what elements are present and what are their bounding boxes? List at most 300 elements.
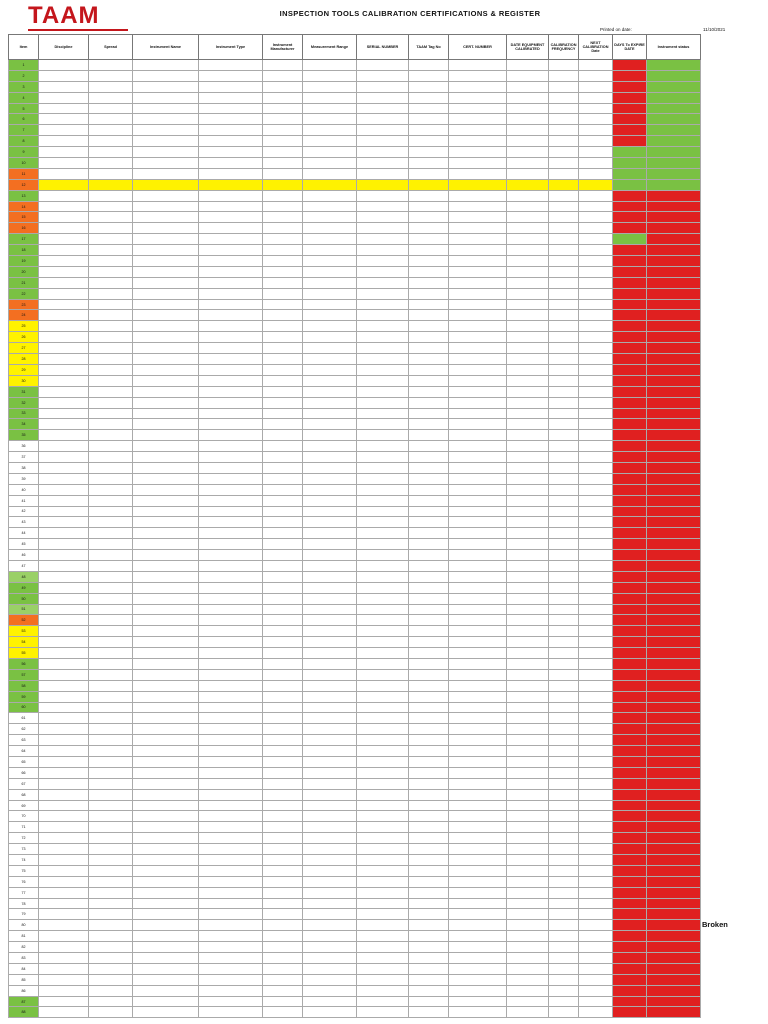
col-header[interactable]: DATE EQUIPMENT CALIBRATED <box>507 35 549 60</box>
table-row[interactable] <box>9 288 701 299</box>
cell-serial[interactable] <box>357 626 409 637</box>
cell-freq <box>549 158 579 169</box>
cell-serial[interactable] <box>357 865 409 876</box>
table-row[interactable] <box>9 876 701 887</box>
table-row[interactable] <box>9 277 701 288</box>
cell-serial[interactable] <box>357 245 409 256</box>
cell-days <box>613 223 647 234</box>
col-header[interactable]: Discipline <box>39 35 89 60</box>
cell-serial[interactable] <box>357 920 409 931</box>
table-row[interactable] <box>9 375 701 386</box>
table-row[interactable] <box>9 800 701 811</box>
cell-serial[interactable] <box>357 70 409 81</box>
cell-date-cal <box>507 844 549 855</box>
table-row[interactable] <box>9 441 701 452</box>
cell-freq <box>549 724 579 735</box>
cell-serial[interactable] <box>357 528 409 539</box>
table-row[interactable] <box>9 397 701 408</box>
table-row[interactable] <box>9 669 701 680</box>
cell-item: 49 <box>9 582 39 593</box>
cell-status <box>647 168 701 179</box>
cell-serial[interactable] <box>357 506 409 517</box>
cell-serial[interactable] <box>357 125 409 136</box>
table-row[interactable] <box>9 865 701 876</box>
table-row[interactable] <box>9 615 701 626</box>
table-row[interactable] <box>9 767 701 778</box>
cell-next-date <box>579 550 613 561</box>
cell-type <box>199 201 263 212</box>
table-row[interactable] <box>9 234 701 245</box>
table-row[interactable] <box>9 310 701 321</box>
cell-serial[interactable] <box>357 942 409 953</box>
cell-tag <box>409 713 449 724</box>
cell-serial[interactable] <box>357 550 409 561</box>
table-row[interactable] <box>9 985 701 996</box>
cell-serial[interactable] <box>357 364 409 375</box>
cell-range <box>303 168 357 179</box>
cell-serial[interactable] <box>357 495 409 506</box>
table-row[interactable] <box>9 125 701 136</box>
cell-date-cal <box>507 637 549 648</box>
cell-date-cal <box>507 855 549 866</box>
table-row[interactable] <box>9 680 701 691</box>
cell-serial[interactable] <box>357 114 409 125</box>
cell-serial[interactable] <box>357 931 409 942</box>
cell-manufacturer <box>263 223 303 234</box>
cell-serial[interactable] <box>357 713 409 724</box>
table-row[interactable] <box>9 223 701 234</box>
table-row[interactable] <box>9 430 701 441</box>
table-row[interactable] <box>9 582 701 593</box>
cell-serial[interactable] <box>357 658 409 669</box>
table-row[interactable] <box>9 168 701 179</box>
cell-serial[interactable] <box>357 680 409 691</box>
cell-date-cal <box>507 593 549 604</box>
cell-date-cal <box>507 408 549 419</box>
cell-serial[interactable] <box>357 746 409 757</box>
cell-serial[interactable] <box>357 92 409 103</box>
cell-serial[interactable] <box>357 419 409 430</box>
table-row[interactable] <box>9 386 701 397</box>
table-row[interactable] <box>9 778 701 789</box>
cell-manufacturer <box>263 789 303 800</box>
table-row[interactable] <box>9 462 701 473</box>
cell-type <box>199 985 263 996</box>
cell-serial[interactable] <box>357 811 409 822</box>
table-row[interactable] <box>9 724 701 735</box>
cell-next-date <box>579 626 613 637</box>
cell-serial[interactable] <box>357 277 409 288</box>
cell-days <box>613 963 647 974</box>
cell-serial[interactable] <box>357 648 409 659</box>
cell-serial[interactable] <box>357 452 409 463</box>
cell-spread <box>89 495 133 506</box>
cell-serial[interactable] <box>357 190 409 201</box>
cell-tag <box>409 648 449 659</box>
cell-freq <box>549 1007 579 1018</box>
table-row[interactable] <box>9 974 701 985</box>
table-row[interactable] <box>9 658 701 669</box>
cell-serial[interactable] <box>357 517 409 528</box>
cell-item: 23 <box>9 299 39 310</box>
cell-serial[interactable] <box>357 201 409 212</box>
cell-serial[interactable] <box>357 800 409 811</box>
cell-manufacturer <box>263 767 303 778</box>
cell-manufacturer <box>263 974 303 985</box>
table-row[interactable] <box>9 539 701 550</box>
cell-serial[interactable] <box>357 963 409 974</box>
cell-tag <box>409 757 449 768</box>
table-row[interactable] <box>9 963 701 974</box>
cell-serial[interactable] <box>357 1007 409 1018</box>
cell-discipline <box>39 593 89 604</box>
cell-tag <box>409 441 449 452</box>
table-row[interactable] <box>9 332 701 343</box>
cell-serial[interactable] <box>357 702 409 713</box>
table-row[interactable] <box>9 1007 701 1018</box>
cell-manufacturer <box>263 114 303 125</box>
cell-serial[interactable] <box>357 996 409 1007</box>
cell-tag <box>409 539 449 550</box>
cell-date-cal <box>507 60 549 71</box>
cell-type <box>199 550 263 561</box>
cell-status <box>647 604 701 615</box>
cell-item: 69 <box>9 800 39 811</box>
table-row[interactable] <box>9 354 701 365</box>
cell-tag <box>409 691 449 702</box>
cell-freq <box>549 811 579 822</box>
cell-name <box>133 680 199 691</box>
cell-range <box>303 648 357 659</box>
table-row[interactable] <box>9 452 701 463</box>
cell-days <box>613 441 647 452</box>
table-row[interactable] <box>9 571 701 582</box>
cell-serial[interactable] <box>357 158 409 169</box>
cell-discipline <box>39 778 89 789</box>
cell-item: 56 <box>9 658 39 669</box>
cell-serial[interactable] <box>357 539 409 550</box>
cell-serial[interactable] <box>357 735 409 746</box>
table-row[interactable] <box>9 593 701 604</box>
col-header[interactable]: DAYS To EXPIRE DATE <box>613 35 647 60</box>
cell-item: 25 <box>9 321 39 332</box>
table-row[interactable] <box>9 637 701 648</box>
cell-serial[interactable] <box>357 669 409 680</box>
cell-serial[interactable] <box>357 408 409 419</box>
cell-spread <box>89 974 133 985</box>
cell-cert <box>449 702 507 713</box>
table-row[interactable] <box>9 822 701 833</box>
table-row[interactable] <box>9 190 701 201</box>
cell-serial[interactable] <box>357 637 409 648</box>
cell-serial[interactable] <box>357 974 409 985</box>
table-row[interactable] <box>9 495 701 506</box>
table-row[interactable] <box>9 201 701 212</box>
cell-serial[interactable] <box>357 354 409 365</box>
cell-spread <box>89 746 133 757</box>
table-row[interactable] <box>9 299 701 310</box>
cell-tag <box>409 658 449 669</box>
table-row[interactable] <box>9 81 701 92</box>
cell-serial[interactable] <box>357 757 409 768</box>
cell-next-date <box>579 277 613 288</box>
col-header[interactable]: Spread <box>89 35 133 60</box>
cell-serial[interactable] <box>357 332 409 343</box>
table-row[interactable] <box>9 833 701 844</box>
cell-cert <box>449 343 507 354</box>
table-row[interactable] <box>9 158 701 169</box>
cell-serial[interactable] <box>357 833 409 844</box>
cell-serial[interactable] <box>357 909 409 920</box>
col-header[interactable]: NEXT CALIBRATION Date <box>579 35 613 60</box>
cell-manufacturer <box>263 495 303 506</box>
table-row[interactable] <box>9 996 701 1007</box>
cell-discipline <box>39 136 89 147</box>
cell-serial[interactable] <box>357 604 409 615</box>
cell-serial[interactable] <box>357 789 409 800</box>
table-row[interactable] <box>9 343 701 354</box>
cell-serial[interactable] <box>357 321 409 332</box>
cell-serial[interactable] <box>357 691 409 702</box>
cell-freq <box>549 582 579 593</box>
table-row[interactable] <box>9 256 701 267</box>
table-row[interactable] <box>9 266 701 277</box>
cell-range <box>303 767 357 778</box>
cell-days <box>613 419 647 430</box>
table-row[interactable] <box>9 92 701 103</box>
cell-date-cal <box>507 190 549 201</box>
cell-serial[interactable] <box>357 898 409 909</box>
cell-status <box>647 484 701 495</box>
table-row[interactable] <box>9 898 701 909</box>
table-row[interactable] <box>9 473 701 484</box>
cell-manufacturer <box>263 909 303 920</box>
cell-serial[interactable] <box>357 60 409 71</box>
cell-manufacturer <box>263 757 303 768</box>
table-row[interactable] <box>9 321 701 332</box>
cell-discipline <box>39 201 89 212</box>
cell-name <box>133 887 199 898</box>
table-row[interactable] <box>9 713 701 724</box>
cell-serial[interactable] <box>357 168 409 179</box>
cell-days <box>613 560 647 571</box>
cell-type <box>199 484 263 495</box>
cell-freq <box>549 593 579 604</box>
table-row[interactable] <box>9 114 701 125</box>
cell-next-date <box>579 484 613 495</box>
cell-name <box>133 277 199 288</box>
table-row[interactable] <box>9 931 701 942</box>
cell-tag <box>409 158 449 169</box>
cell-freq <box>549 364 579 375</box>
cell-serial[interactable] <box>357 767 409 778</box>
cell-serial[interactable] <box>357 223 409 234</box>
col-header[interactable]: Instrument Manufacturer <box>263 35 303 60</box>
cell-cert <box>449 669 507 680</box>
table-row[interactable] <box>9 103 701 114</box>
table-row[interactable] <box>9 506 701 517</box>
table-row[interactable] <box>9 408 701 419</box>
cell-freq <box>549 865 579 876</box>
cell-serial[interactable] <box>357 844 409 855</box>
cell-item: 22 <box>9 288 39 299</box>
cell-serial[interactable] <box>357 462 409 473</box>
table-row[interactable] <box>9 604 701 615</box>
table-row[interactable] <box>9 920 701 931</box>
col-header[interactable]: Item <box>9 35 39 60</box>
table-row[interactable] <box>9 136 701 147</box>
table-row[interactable] <box>9 70 701 81</box>
cell-serial[interactable] <box>357 887 409 898</box>
cell-serial[interactable] <box>357 343 409 354</box>
table-row[interactable] <box>9 909 701 920</box>
cell-manufacturer <box>263 887 303 898</box>
cell-manufacturer <box>263 419 303 430</box>
cell-range <box>303 702 357 713</box>
cell-serial[interactable] <box>357 571 409 582</box>
cell-serial[interactable] <box>357 136 409 147</box>
col-header[interactable]: CALIBRATION FREQUENCY <box>549 35 579 60</box>
table-row[interactable] <box>9 560 701 571</box>
col-header[interactable]: TAAM Tag No <box>409 35 449 60</box>
cell-serial[interactable] <box>357 266 409 277</box>
col-header[interactable]: Instrument Type <box>199 35 263 60</box>
cell-cert <box>449 658 507 669</box>
cell-cert <box>449 484 507 495</box>
cell-serial[interactable] <box>357 778 409 789</box>
cell-tag <box>409 332 449 343</box>
cell-serial[interactable] <box>357 310 409 321</box>
cell-serial[interactable] <box>357 441 409 452</box>
cell-serial[interactable] <box>357 615 409 626</box>
cell-serial[interactable] <box>357 822 409 833</box>
cell-manufacturer <box>263 637 303 648</box>
table-row[interactable] <box>9 887 701 898</box>
cell-spread <box>89 811 133 822</box>
cell-item: 14 <box>9 201 39 212</box>
cell-days <box>613 582 647 593</box>
cell-serial[interactable] <box>357 288 409 299</box>
table-row[interactable] <box>9 811 701 822</box>
cell-serial[interactable] <box>357 147 409 158</box>
cell-serial[interactable] <box>357 430 409 441</box>
cell-manufacturer <box>263 103 303 114</box>
cell-serial[interactable] <box>357 234 409 245</box>
table-row[interactable] <box>9 953 701 964</box>
cell-serial[interactable] <box>357 375 409 386</box>
cell-serial[interactable] <box>357 179 409 190</box>
table-row[interactable] <box>9 528 701 539</box>
cell-date-cal <box>507 822 549 833</box>
cell-spread <box>89 60 133 71</box>
cell-item: 85 <box>9 974 39 985</box>
col-header[interactable]: Measurement Range <box>303 35 357 60</box>
table-row[interactable] <box>9 702 701 713</box>
table-row[interactable] <box>9 517 701 528</box>
cell-status <box>647 288 701 299</box>
table-row[interactable] <box>9 844 701 855</box>
table-row[interactable] <box>9 648 701 659</box>
cell-type <box>199 996 263 1007</box>
cell-freq <box>549 60 579 71</box>
cell-manufacturer <box>263 506 303 517</box>
table-row[interactable] <box>9 942 701 953</box>
table-row[interactable] <box>9 735 701 746</box>
col-header[interactable]: Instrument Name <box>133 35 199 60</box>
cell-name <box>133 430 199 441</box>
cell-freq <box>549 277 579 288</box>
cell-serial[interactable] <box>357 724 409 735</box>
cell-manufacturer <box>263 528 303 539</box>
cell-serial[interactable] <box>357 81 409 92</box>
cell-serial[interactable] <box>357 953 409 964</box>
cell-serial[interactable] <box>357 484 409 495</box>
table-row[interactable] <box>9 855 701 866</box>
cell-spread <box>89 158 133 169</box>
cell-serial[interactable] <box>357 985 409 996</box>
table-row[interactable] <box>9 147 701 158</box>
cell-serial[interactable] <box>357 876 409 887</box>
table-row[interactable] <box>9 757 701 768</box>
table-row[interactable] <box>9 245 701 256</box>
table-row[interactable] <box>9 691 701 702</box>
cell-serial[interactable] <box>357 386 409 397</box>
table-row[interactable] <box>9 179 701 190</box>
cell-serial[interactable] <box>357 103 409 114</box>
cell-status <box>647 931 701 942</box>
cell-next-date <box>579 680 613 691</box>
cell-serial[interactable] <box>357 212 409 223</box>
table-row[interactable] <box>9 212 701 223</box>
table-row[interactable] <box>9 550 701 561</box>
cell-date-cal <box>507 898 549 909</box>
table-row[interactable] <box>9 364 701 375</box>
cell-discipline <box>39 833 89 844</box>
cell-next-date <box>579 495 613 506</box>
cell-date-cal <box>507 201 549 212</box>
table-row[interactable] <box>9 419 701 430</box>
cell-status <box>647 800 701 811</box>
cell-type <box>199 582 263 593</box>
cell-serial[interactable] <box>357 560 409 571</box>
cell-serial[interactable] <box>357 256 409 267</box>
cell-type <box>199 669 263 680</box>
cell-date-cal <box>507 735 549 746</box>
cell-status <box>647 343 701 354</box>
table-row[interactable] <box>9 626 701 637</box>
cell-serial[interactable] <box>357 397 409 408</box>
cell-serial[interactable] <box>357 593 409 604</box>
cell-discipline <box>39 158 89 169</box>
cell-serial[interactable] <box>357 855 409 866</box>
table-row[interactable] <box>9 484 701 495</box>
col-header[interactable]: SERIAL NUMBER <box>357 35 409 60</box>
cell-date-cal <box>507 310 549 321</box>
cell-type <box>199 1007 263 1018</box>
table-row[interactable] <box>9 746 701 757</box>
cell-type <box>199 288 263 299</box>
cell-days <box>613 397 647 408</box>
cell-tag <box>409 168 449 179</box>
cell-serial[interactable] <box>357 299 409 310</box>
table-row[interactable] <box>9 789 701 800</box>
cell-serial[interactable] <box>357 473 409 484</box>
col-header[interactable]: Instrument status <box>647 35 701 60</box>
cell-status <box>647 680 701 691</box>
col-header[interactable]: CERT. NUMBER <box>449 35 507 60</box>
table-row[interactable] <box>9 60 701 71</box>
cell-serial[interactable] <box>357 582 409 593</box>
